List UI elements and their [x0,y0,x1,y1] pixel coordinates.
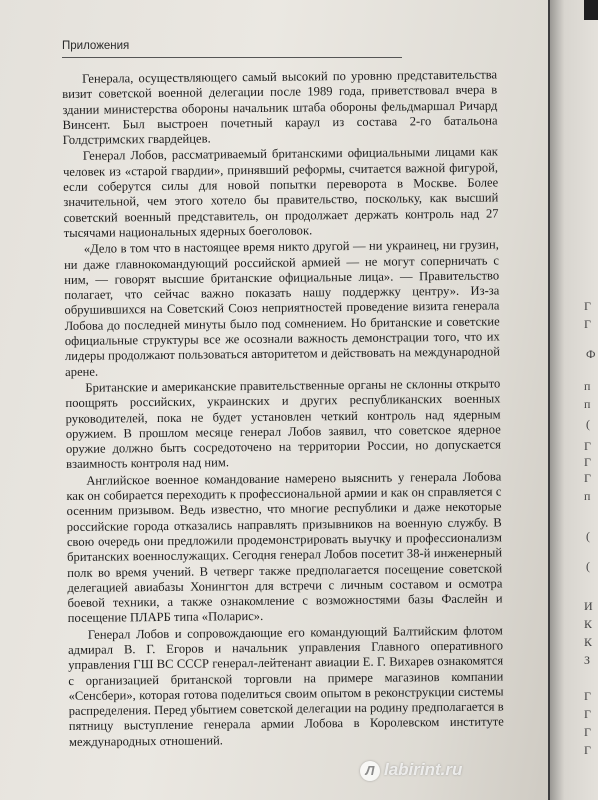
edge-glyph: ( [586,417,590,431]
edge-glyph: ( [586,559,590,573]
paragraph-5: Английское военное командование намерено выяснить у генерала Лобова как он собирается переходить к профессиональной армии и как он справляется с осенним призывом. Ведь известно, что многие республики и даже некоторые российские города отказались направлять призывников на военную службу. В свою очередь они предложили продемонстрировать выучку и профессионализм британских военнослужащих. Сегодня генерал Лобов посетит 38-й инженерный полк во время учений. В четверг также предполагается посещение советской делегацией авиабазы Хонингтон для встречи с личным составом и осмотра боевой техники, а также ознакомление с возможностями базы Фаслейн и посещение ПЛАРБ типа «Поларис». [66,469,503,626]
body-text [62,67,504,750]
edge-glyph: Г [584,317,591,331]
paragraph-3: «Дело в том что в настоящее время никто другой — ни украинец, ни грузин, ни даже главнокомандующий российской армией — не могут соперничать с ним, — говорят высшие британские официальные лица». — Правительство полагает, что сейчас важно показать нашу поддержку центру». Из-за обрушившихся на Советский Союз неприятностей проведение визита генерала Лобова до последней минуты было под сомнением. Но британские и советские официальные структуры все же осознали важность демонстрации того, что их лидеры продолжают пользоваться авторитетом и действовать на международной арене. [63,237,501,379]
edge-glyph: Ф [586,347,596,361]
watermark [360,760,462,781]
edge-glyph: И [584,599,593,613]
paragraph-6: Генерал Лобов и сопровождающие его командующий Балтийским флотом адмирал В. Г. Егоров и начальник управления Главного оперативного управления ГШ ВС СССР генерал-лейтенант авиации Е. Г. Вихарев ознакомятся с организацией британской торговли на примере магазинов компании «Сенсбери», которая готова поделиться своим опытом в реконструкции системы распределения. Перед убытием советской делегации на родину предполагается в пятницу выступление генерала армии Лобова в Королевском институте международных отношений. [67,623,504,749]
edge-glyph: К [584,617,593,631]
header-rule [62,57,402,58]
labirint-logo-icon: Л [360,761,380,781]
edge-glyph: Г [584,725,591,739]
paragraph-1: Генерала, осуществляющего самый высокий по уровню представительства визит советской военной делегации после 1989 года, приветствовал вчера в здании министерства обороны начальник штаба обороны фельдмаршал Ричард Винсент. Был выстроен почетный караул из состава 2-го батальона Голдстримских гвардейцев. [62,67,498,148]
edge-glyph: Г [584,439,591,453]
edge-glyph: п [584,379,591,393]
edge-glyph: п [584,489,591,503]
edge-glyph: Г [584,707,591,721]
edge-glyph: З [584,653,591,667]
edge-glyph: Г [584,743,591,757]
edge-glyph: п [584,397,591,411]
facing-page-edge [550,0,598,800]
edge-glyph: Г [584,455,591,469]
edge-glyph: К [584,635,593,649]
dark-corner [584,0,598,20]
watermark-text: labirint.ru [384,760,463,779]
paragraph-2: Генерал Лобов, рассматриваемый британскими официальными лицами как человек из «старой гвардии», принявший реформы, считается важной фигурой, если соберутся силы для новой попытки переворота в Москве. Более значительной, чем этого хотело бы правительство, поскольку, как высший советский военный представитель, он продолжает держать контроль над 27 тысячами национальных ядерных боеголовок. [62,144,499,240]
edge-glyph: Г [584,689,591,703]
running-head: Приложения [62,40,130,52]
edge-glyph: Г [584,299,591,313]
edge-glyph: ( [586,529,590,543]
paragraph-4: Британские и американские правительственные органы не склонны открыто поощрять российских, украинских и других республиканских военных руководителей, пока не будет установлен четкий контроль над ядерным оружием. В прошлом месяце генерал Лобов заявил, что советское ядерное оружие должно быть сосредоточено на территории России, но допускается взаимность контроля над ним. [65,376,501,472]
edge-glyph: Г [584,471,591,485]
